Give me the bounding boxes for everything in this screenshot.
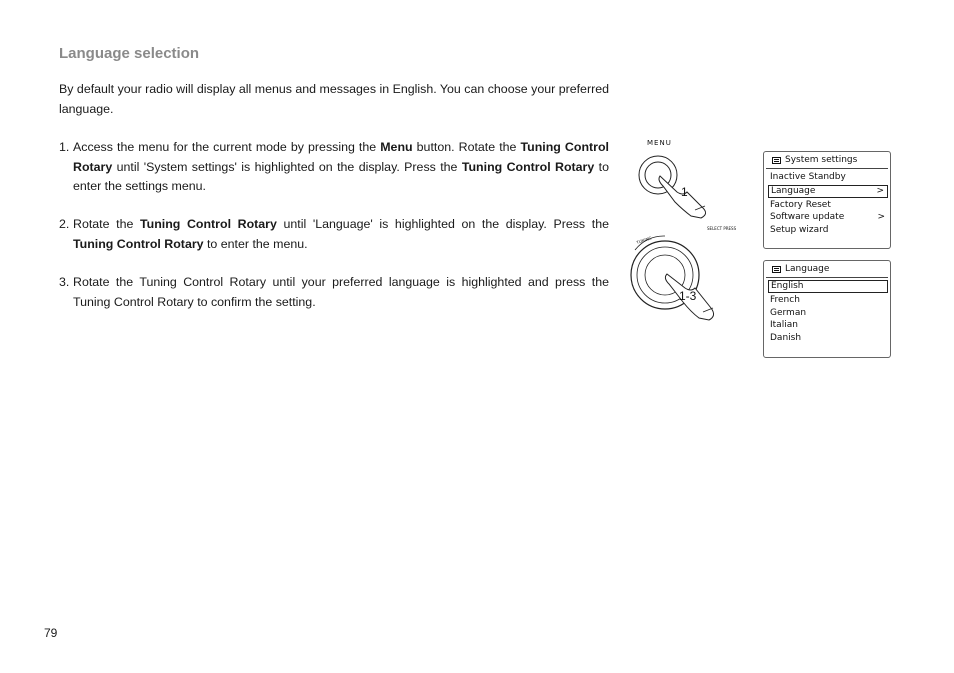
select-label: SELECT PRESS: [707, 226, 737, 231]
menu-item-factory-reset[interactable]: Factory Reset: [770, 199, 831, 210]
step-number: 2.: [59, 217, 70, 231]
chevron-right-icon: >: [876, 185, 884, 196]
menu-item-italian[interactable]: Italian: [770, 320, 798, 331]
menu-item-english[interactable]: English: [768, 280, 888, 293]
display-language: [763, 260, 891, 358]
section-heading: Language selection: [59, 45, 200, 62]
page-number: 79: [44, 626, 58, 640]
step-2: [59, 215, 609, 254]
step-3: [59, 273, 609, 312]
display-system-settings: [763, 151, 891, 249]
menu-item-danish[interactable]: Danish: [770, 332, 802, 343]
display-title: System settings: [785, 155, 858, 165]
menu-item-german[interactable]: German: [770, 307, 807, 318]
display-title-bar: [766, 263, 888, 278]
menu-item-inactive-standby[interactable]: Inactive Standby: [770, 172, 846, 182]
display-title: Language: [785, 264, 830, 274]
menu-label: MENU: [647, 139, 672, 147]
step-text: Rotate the Tuning Control Rotary until your preferred language is highlighted and press the Tuning Control Rotary to confirm the setting.: [73, 275, 609, 309]
menu-icon: [772, 157, 781, 164]
menu-item-software-update[interactable]: Software update >: [770, 212, 885, 223]
tuning-label: TUNING: [635, 235, 653, 245]
step-1: [59, 138, 609, 197]
step-label-1-3: 1-3: [679, 289, 697, 303]
menu-icon: [772, 266, 781, 273]
menu-item-french[interactable]: French: [770, 295, 800, 305]
intro-paragraph: By default your radio will display all menus and messages in English. You can choose your preferred language.: [59, 82, 609, 116]
step-text: Access the menu for the current mode by pressing the Menu button. Rotate the Tuning Control Rotary until 'System settings' is highlighted on the display. Press the Tuning Control Rotary to enter the settings menu.: [73, 140, 609, 193]
display-menu-list: [764, 280, 890, 344]
step-text: Rotate the Tuning Control Rotary until 'Language' is highlighted on the display. Press the Tuning Control Rotary to enter the menu.: [73, 217, 609, 251]
radio-controls-illustration: [625, 132, 745, 332]
step-label-1: 1: [681, 185, 688, 199]
step-number: 1.: [59, 140, 70, 154]
step-number: 3.: [59, 275, 70, 289]
menu-item-setup-wizard[interactable]: Setup wizard: [770, 224, 829, 235]
display-title-bar: [766, 154, 888, 169]
chevron-right-icon: >: [877, 212, 885, 223]
menu-item-language[interactable]: Language >: [768, 185, 888, 198]
display-menu-list: [764, 171, 890, 236]
